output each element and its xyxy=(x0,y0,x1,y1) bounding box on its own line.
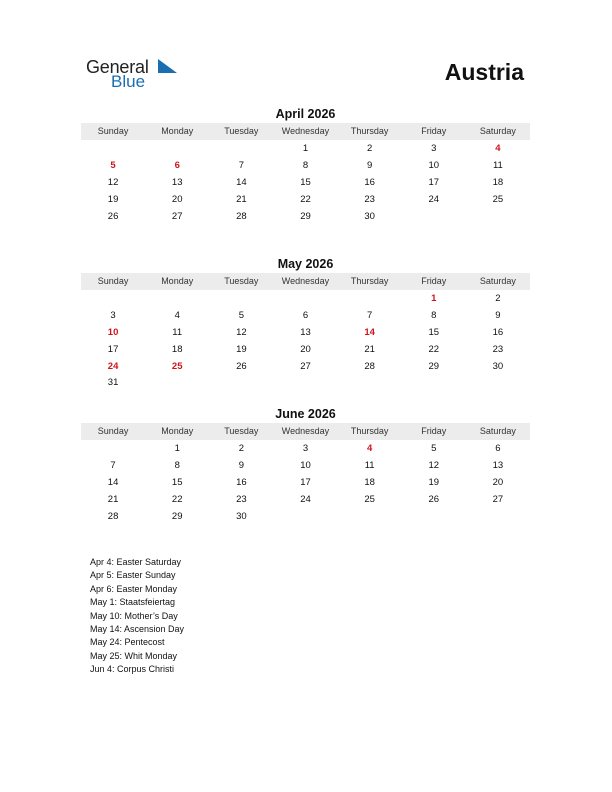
day-grid xyxy=(81,291,530,392)
weekday-thursday: Thursday xyxy=(350,126,389,136)
calendar-date: 15 xyxy=(300,176,311,188)
calendar-date: 3 xyxy=(110,309,116,321)
calendar-date: 27 xyxy=(492,493,504,505)
weekday-wednesday: Wednesday xyxy=(281,276,330,286)
calendar-date: 9 xyxy=(366,159,373,171)
weekday-sunday: Sunday xyxy=(97,126,129,136)
calendar-date: 23 xyxy=(236,493,247,505)
calendar-date: 16 xyxy=(236,476,247,488)
holiday-date: 4 xyxy=(366,443,373,454)
calendar-date: 20 xyxy=(300,343,311,355)
calendar-date: 29 xyxy=(428,360,440,372)
weekday-friday: Friday xyxy=(421,126,447,136)
holiday-date: 24 xyxy=(107,360,119,372)
weekday-saturday: Saturday xyxy=(479,126,516,136)
calendar-date: 26 xyxy=(107,210,119,222)
calendar-date: 30 xyxy=(236,510,247,522)
calendar-date: 16 xyxy=(364,176,375,188)
calendar-date: 3 xyxy=(302,443,309,454)
weekday-monday: Monday xyxy=(161,426,194,436)
holiday-date: 10 xyxy=(107,326,119,338)
holiday-item: Apr 4: Easter Saturday xyxy=(90,557,182,567)
calendar-date: 15 xyxy=(171,476,183,488)
holiday-item: Jun 4: Corpus Christi xyxy=(90,664,175,675)
holiday-date: 5 xyxy=(110,159,116,171)
calendar-date: 27 xyxy=(171,210,183,222)
calendar-date: 20 xyxy=(492,476,504,488)
weekday-header xyxy=(81,123,530,140)
month-april xyxy=(81,105,530,225)
empty-day xyxy=(209,291,273,308)
calendar-date: 31 xyxy=(107,377,119,389)
holiday-date: 1 xyxy=(431,293,437,304)
weekday-thursday: Thursday xyxy=(350,276,389,286)
calendar-date: 21 xyxy=(364,343,375,355)
empty-day xyxy=(81,141,145,158)
weekday-header xyxy=(81,423,530,440)
calendar-date: 14 xyxy=(107,476,119,488)
holiday-item: Apr 6: Easter Monday xyxy=(90,583,178,594)
empty-day xyxy=(81,441,145,458)
month-title: June 2026 xyxy=(275,407,336,421)
calendar-date: 13 xyxy=(171,176,183,188)
calendar-date: 30 xyxy=(364,210,375,222)
logo-general-text: General xyxy=(86,57,149,77)
holiday-item: May 1: Staatsfeiertag xyxy=(90,597,176,608)
weekday-sunday: Sunday xyxy=(97,276,129,286)
holiday-date: 6 xyxy=(174,159,180,171)
calendar-date: 22 xyxy=(428,343,440,355)
weekday-tuesday: Tuesday xyxy=(224,276,259,286)
calendar-date: 8 xyxy=(302,159,309,171)
holiday-list xyxy=(90,556,184,677)
calendar-date: 11 xyxy=(492,159,503,171)
calendar-date: 24 xyxy=(300,493,311,505)
logo-flag-icon xyxy=(156,58,178,74)
calendar-date: 13 xyxy=(492,459,504,471)
calendar-date: 9 xyxy=(238,459,244,471)
calendar-date: 2 xyxy=(495,293,501,304)
calendar-date: 25 xyxy=(364,493,375,505)
calendar-date: 4 xyxy=(174,309,180,321)
weekday-wednesday: Wednesday xyxy=(281,426,330,436)
calendar-date: 28 xyxy=(107,510,119,522)
holiday-item: May 24: Pentecost xyxy=(90,637,165,648)
empty-day xyxy=(145,141,209,158)
calendar-date: 21 xyxy=(236,193,247,205)
calendar-date: 29 xyxy=(171,510,183,522)
calendar-date: 1 xyxy=(302,143,309,154)
weekday-sunday: Sunday xyxy=(97,426,129,436)
calendar-date: 10 xyxy=(300,459,311,471)
weekday-wednesday: Wednesday xyxy=(281,126,330,136)
calendar-date: 15 xyxy=(428,326,440,338)
calendar-date: 2 xyxy=(238,443,244,454)
calendar-date: 22 xyxy=(171,493,183,505)
calendar-date: 18 xyxy=(171,343,183,355)
calendar-date: 8 xyxy=(431,309,437,321)
weekday-thursday: Thursday xyxy=(350,426,389,436)
empty-day xyxy=(145,291,209,308)
month-title: May 2026 xyxy=(277,257,334,271)
calendar-date: 26 xyxy=(236,360,247,372)
calendar-date: 11 xyxy=(364,459,375,471)
calendar-date: 25 xyxy=(492,193,504,205)
month-june xyxy=(81,405,530,525)
calendar-date: 6 xyxy=(495,443,501,454)
country-title: Austria xyxy=(444,59,524,85)
weekday-header xyxy=(81,273,530,290)
calendar-date: 5 xyxy=(431,443,437,454)
calendar-date: 26 xyxy=(428,493,440,505)
weekday-monday: Monday xyxy=(161,126,194,136)
calendar-date: 16 xyxy=(492,326,504,338)
calendar-date: 19 xyxy=(236,343,247,355)
weekday-tuesday: Tuesday xyxy=(224,426,259,436)
calendar-date: 22 xyxy=(300,193,311,205)
empty-day xyxy=(338,291,402,308)
calendar-date: 5 xyxy=(238,309,244,321)
day-grid xyxy=(81,141,530,225)
empty-day xyxy=(273,291,337,308)
empty-day xyxy=(81,291,145,308)
calendar-date: 18 xyxy=(364,476,375,488)
calendar-date: 7 xyxy=(366,309,373,321)
calendar-date: 2 xyxy=(366,143,373,154)
calendar-date: 21 xyxy=(107,493,119,505)
calendar-date: 11 xyxy=(172,326,183,338)
calendar-date: 12 xyxy=(107,176,119,188)
calendar-date: 13 xyxy=(300,326,311,338)
calendar-date: 27 xyxy=(300,360,311,372)
calendar-date: 18 xyxy=(492,176,504,188)
calendar-date: 10 xyxy=(428,159,440,171)
holiday-date: 14 xyxy=(364,326,375,338)
weekday-friday: Friday xyxy=(421,276,447,286)
weekday-saturday: Saturday xyxy=(479,276,516,286)
calendar-date: 23 xyxy=(364,193,375,205)
weekday-monday: Monday xyxy=(161,276,194,286)
calendar-date: 8 xyxy=(174,459,180,471)
logo-blue-text: Blue xyxy=(111,72,146,91)
calendar-date: 17 xyxy=(428,176,440,188)
calendar-date: 23 xyxy=(492,343,504,355)
month-may xyxy=(81,255,530,392)
calendar-date: 7 xyxy=(110,459,116,471)
calendar-date: 3 xyxy=(431,143,437,154)
weekday-friday: Friday xyxy=(421,426,447,436)
calendar-date: 7 xyxy=(238,159,244,171)
calendar-date: 20 xyxy=(171,193,183,205)
calendar-date: 28 xyxy=(364,360,375,372)
calendar-date: 19 xyxy=(107,193,119,205)
brand-logo xyxy=(86,56,186,92)
weekday-tuesday: Tuesday xyxy=(224,126,259,136)
holiday-item: May 14: Ascension Day xyxy=(90,624,185,635)
calendar-date: 30 xyxy=(492,360,504,372)
holiday-date: 4 xyxy=(495,143,501,154)
calendar-date: 12 xyxy=(428,459,440,471)
calendar-date: 28 xyxy=(236,210,247,222)
weekday-saturday: Saturday xyxy=(479,426,516,436)
calendar-date: 19 xyxy=(428,476,440,488)
holiday-item: Apr 5: Easter Sunday xyxy=(90,570,176,581)
holiday-date: 25 xyxy=(171,360,183,372)
calendar-date: 14 xyxy=(236,176,247,188)
month-title: April 2026 xyxy=(275,107,336,121)
holiday-item: May 25: Whit Monday xyxy=(90,650,178,661)
calendar-date: 17 xyxy=(300,476,311,488)
calendar-date: 24 xyxy=(428,193,440,205)
holiday-item: May 10: Mother’s Day xyxy=(90,610,178,621)
calendar-date: 9 xyxy=(495,309,501,321)
calendar-date: 17 xyxy=(107,343,119,355)
calendar-date: 12 xyxy=(236,326,247,338)
day-grid xyxy=(81,441,530,525)
empty-day xyxy=(209,141,273,158)
calendar-date: 29 xyxy=(300,210,311,222)
calendar-date: 6 xyxy=(302,309,309,321)
calendar-date: 1 xyxy=(174,443,180,454)
